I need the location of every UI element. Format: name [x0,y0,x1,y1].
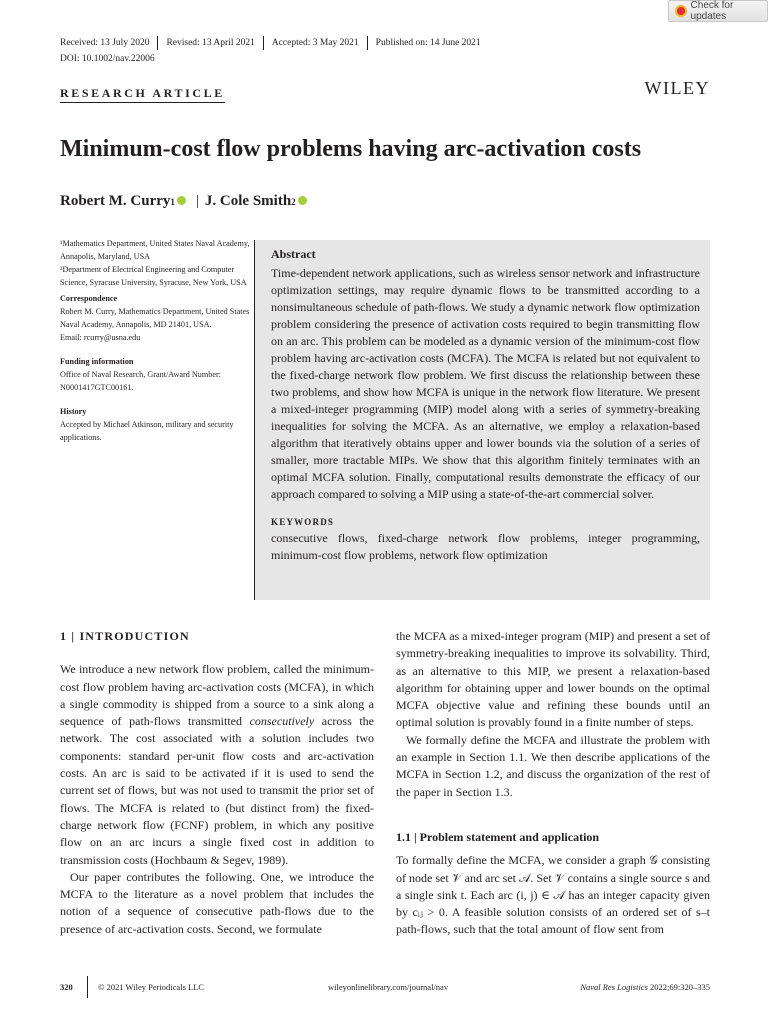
correspondence-heading: Correspondence [60,294,118,303]
paragraph: To formally define the MCFA, we consider a graph 𝒢 consisting of node set 𝒱 and arc set 𝒜. Set 𝒱 contains a single source s and a single sink t. Each arc (i, j) ∈ 𝒜 has an integer capacity given by cᵢⱼ > 0. A feasible solution consists of an ordered set of s–t path-flows, such that the total amount of flow sent from [396,853,710,937]
published-date: Published on: 14 June 2021 [367,36,489,50]
section-heading: 1 | INTRODUCTION [60,629,190,643]
revised-date: Revised: 13 April 2021 [157,36,262,50]
paragraph: We formally define the MCFA and illustrate the problem with an example in Section 1.1. We then describe applications of the MCFA in Section 1.2, and discuss the organization of the rest of the paper in Section 1.3. [396,732,710,799]
keywords-text: consecutive flows, fixed-charge network flow problems, integer programming, minimum-cost flow problems, network flow optimization [271,531,700,562]
paragraph: the MCFA as a mixed-integer program (MIP) and present a set of symmetry-breaking inequalities to improve its solvability. Third, as an alternative to this MIP, we present a relaxation-based algorithm for obtaining upper and lower bounds on the optimal MCFA objective value and refining these bounds until an optimal solution is provably found in a finite number of steps. [396,629,710,730]
footer-divider [87,976,88,998]
body-column-left [60,628,374,938]
author-affiliation-mark: 1 [170,196,175,207]
journal-url[interactable]: wileyonlinelibrary.com/journal/nav [328,982,449,992]
affiliation: ¹Mathematics Department, United States Naval Academy, Annapolis, Maryland, USA [60,239,250,261]
orcid-icon[interactable] [177,196,186,205]
journal-name: Naval Res Logistics [580,982,648,992]
author-name[interactable]: J. Cole Smith [204,193,292,209]
accepted-date: Accepted: 3 May 2021 [263,36,367,50]
crossmark-icon [675,5,687,17]
page-footer [60,982,710,1000]
journal-citation [580,982,710,992]
citation-range: 2022;69:320–335 [650,982,710,992]
funding-text: Office of Naval Research, Grant/Award Number: N0001417GTC00161. [60,370,221,392]
paragraph-text: We introduce a new network flow problem, called the minimum-cost flow problem having arc-activation costs (MCFA), in which a single commodity is shipped from a source to a sink along a sequence of path-flows transmitted [60,662,374,729]
abstract-box [254,240,710,600]
abstract-heading: Abstract [271,247,316,261]
body-column-right [396,628,710,939]
publication-dates [60,36,489,50]
funding-heading: Funding information [60,357,134,366]
email[interactable]: Email: rcurry@usna.edu [60,333,141,342]
paragraph-emphasis: consecutively [249,714,315,729]
history-heading: History [60,407,87,416]
paragraph [60,661,374,869]
page-number: 320 [60,982,73,992]
author-separator: | [195,193,199,209]
doi[interactable]: DOI: 10.1002/nav.22006 [60,54,155,64]
author-list [60,193,313,210]
correspondence-text: Robert M. Curry, Mathematics Department, United States Naval Academy, Annapolis, MD 21401, USA. [60,307,250,329]
article-type: RESEARCH ARTICLE [60,86,225,103]
orcid-icon[interactable] [298,196,307,205]
author-name[interactable]: Robert M. Curry [60,193,171,209]
paragraph-text: across the network. The cost associated with a solution includes two components: standard per-unit flow costs and arc-activation costs. An arc is said to be activated if it is used to send the current set of flows, but was not used to transmit the prior set of flows. The MCFA is related to (but distinct from) the fixed-charge network flow (FCNF) problem, in which any positive flow on an arc incurs a single fixed cost in addition to transmission costs (Hochbaum & Segev, 1989). [60,714,374,867]
publisher-logo: WILEY [644,78,710,98]
history-text: Accepted by Michael Atkinson, military and security applications. [60,420,234,442]
abstract-text: Time-dependent network applications, such as wireless sensor network and infrastructure optimization settings, may require dynamic flows to be transmitted according to a nonsimultaneous schedule of path-flows. We study a dynamic network flow optimization problem considering the presence of activation costs required to begin transmitting flow on an arc. This problem can be modeled as a dynamic version of the minimum-cost flow problem having arc-activation costs (MCFA). The MCFA is related but not equivalent to the fixed-charge network flow problem. We first discuss the relationship between these two problems, and show how MCFA is unique in the network flow literature. We present a mixed-integer programming (MIP) model along with a series of symmetry-breaking inequalities for solving the MCFA. As an alternative, we employ a relaxation-based algorithm that iteratively obtains upper and lower bounds via the solution of a series of smaller, more tractable MIPs. We show that this algorithm finitely terminates with an optimal MCFA solution. Finally, computational results demonstrate the efficacy of our approach compared to solving a MIP using a state-of-the-art commercial solver. [271,266,700,501]
copyright: © 2021 Wiley Periodicals LLC [98,982,205,992]
author-affiliation-mark: 2 [291,196,296,207]
keywords-heading: KEYWORDS [271,517,335,527]
article-info-sidebar [60,237,250,444]
paper-title: Minimum-cost flow problems having arc-activation costs [60,136,642,162]
received-date: Received: 13 July 2020 [60,38,150,48]
check-for-updates-button[interactable] [668,0,768,22]
affiliation: ²Department of Electrical Engineering and Computer Science, Syracuse University, Syracuse, New York, USA [60,265,247,287]
paragraph: Our paper contributes the following. One, we introduce the MCFA to the literature as a novel problem that includes the notion of a sequence of consecutive path-flows due to the presence of arc-activation costs. Second, we formulate [60,869,374,936]
check-for-updates-label: Check for updates [690,0,734,22]
subsection-heading: 1.1 | Problem statement and application [396,829,600,844]
